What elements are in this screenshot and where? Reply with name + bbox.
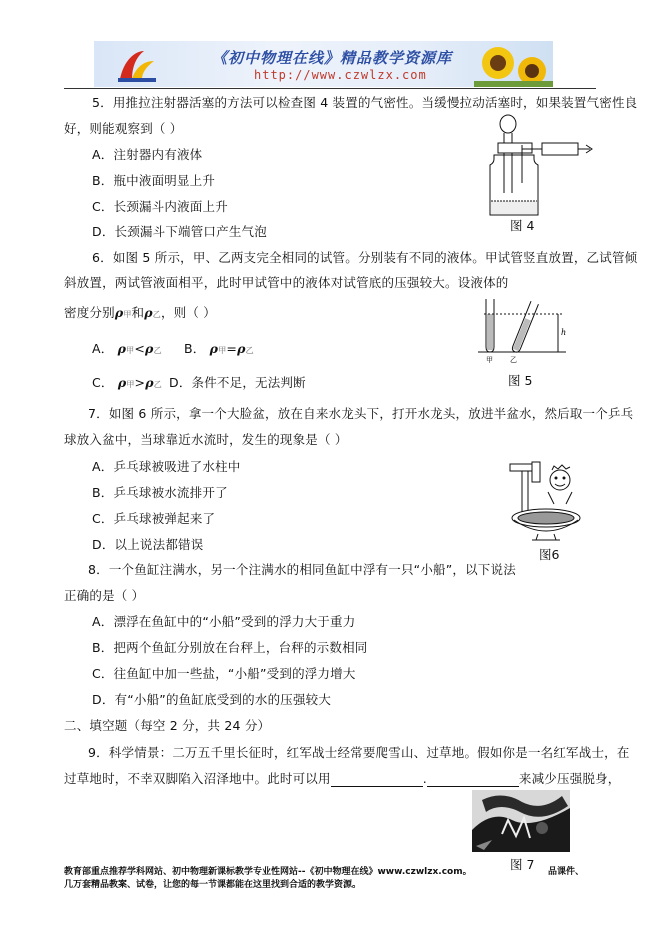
- q7-line1: 7．如图 6 所示，拿一个大脸盆，放在自来水龙头下，打开水龙头，放进半盆水，然后取一个乒乓: [88, 406, 634, 421]
- figure-5-h-label: h: [561, 328, 567, 337]
- q5-option-d: D．长颈漏斗下端管口产生气泡: [92, 224, 267, 239]
- q6-line3: 密度分别ρ甲和ρ乙，则（ ）: [64, 305, 216, 320]
- q6-line1: 6．如图 5 所示，甲、乙两支完全相同的试管。分别装有不同的液体。甲试管竖直放置，乙试管倾: [92, 250, 638, 265]
- q9-line2: 过草地时，不幸双脚陷入沼泽地中。此时可以用 . 来减少压强脱身，: [64, 771, 621, 786]
- q5-option-a: A．注射器内有液体: [92, 147, 203, 162]
- figure-5-yi-label: 乙: [510, 356, 517, 364]
- q5-line2: 好，则能观察到（ ）: [64, 121, 183, 136]
- q7-option-b: B．乒乓球被水流排开了: [92, 485, 228, 500]
- section-2-title: 二、填空题（每空 2 分，共 24 分）: [64, 718, 271, 733]
- q8-option-d: D．有“小船”的鱼缸底受到的水的压强较大: [92, 692, 332, 707]
- q6-option-a: A． ρ甲<ρ乙: [92, 341, 162, 356]
- q8-line2: 正确的是（ ）: [64, 588, 145, 603]
- q7-option-d: D．以上说法都错误: [92, 537, 204, 552]
- q7-line2: 球放入盆中，当球靠近水流时，发生的现象是（ ）: [64, 432, 348, 447]
- header-rule: [64, 88, 596, 89]
- q6-option-b: B． ρ甲=ρ乙: [184, 341, 254, 356]
- q7-option-a: A．乒乓球被吸进了水柱中: [92, 459, 241, 474]
- footer-line2: 几万套精品教案、试卷，让您的每一节课都能在这里找到合适的教学资源。: [64, 880, 362, 890]
- q9-blank-2[interactable]: [427, 774, 519, 787]
- footer-line1-right: 品课件、: [548, 867, 585, 877]
- q5-line1: 5．用推拉注射器活塞的方法可以检查图 4 装置的气密性。当缓慢拉动活塞时，如果装置气密性良: [92, 95, 638, 110]
- banner-title: 《初中物理在线》精品教学资源库: [212, 49, 453, 67]
- q6-option-c: C． ρ甲>ρ乙: [92, 375, 162, 390]
- q5-option-b: B．瓶中液面明显上升: [92, 173, 216, 188]
- figure-5-jia-label: 甲: [486, 356, 493, 364]
- figure-5-test-tubes: [478, 297, 574, 365]
- sunflower-decoration: [474, 41, 553, 87]
- q8-line1: 8．一个鱼缸注满水，另一个注满水的相同鱼缸中浮有一只“小船”，以下说法: [88, 562, 516, 577]
- q8-option-b: B．把两个鱼缸分别放在台秤上，台秤的示数相同: [92, 640, 368, 655]
- footer-line1: 教育部重点推荐学科网站、初中物理新课标教学专业性网站--《初中物理在线》www.czwlzx.com。: [64, 867, 472, 877]
- figure-7-label: 图 7: [510, 857, 535, 872]
- figure-4-label: 图 4: [510, 218, 535, 233]
- banner-url[interactable]: http://www.czwlzx.com: [254, 68, 427, 82]
- figure-7-photo: [472, 790, 570, 852]
- q5-option-c: C．长颈漏斗内液面上升: [92, 199, 228, 214]
- q8-option-c: C．往鱼缸中加一些盐，“小船”受到的浮力增大: [92, 666, 356, 681]
- figure-6-label: 图6: [539, 547, 560, 562]
- q9-line1: 9．科学情景：二万五千里长征时，红军战士经常要爬雪山、过草地。假如你是一名红军战士，在: [88, 745, 630, 760]
- site-logo: [114, 45, 158, 85]
- q6-line2: 斜放置，两试管液面相平，此时甲试管中的液体对试管底的压强较大。设液体的: [64, 275, 509, 290]
- q9-blank-1[interactable]: [331, 774, 423, 787]
- q8-option-a: A．漂浮在鱼缸中的“小船”受到的浮力大于重力: [92, 614, 356, 629]
- q7-option-c: C．乒乓球被弹起来了: [92, 511, 216, 526]
- figure-6-faucet-basin: [508, 460, 588, 542]
- figure-5-label: 图 5: [508, 373, 533, 388]
- header-banner: [94, 41, 553, 87]
- q6-option-d: D．条件不足，无法判断: [169, 375, 306, 390]
- figure-4-apparatus: [484, 113, 594, 221]
